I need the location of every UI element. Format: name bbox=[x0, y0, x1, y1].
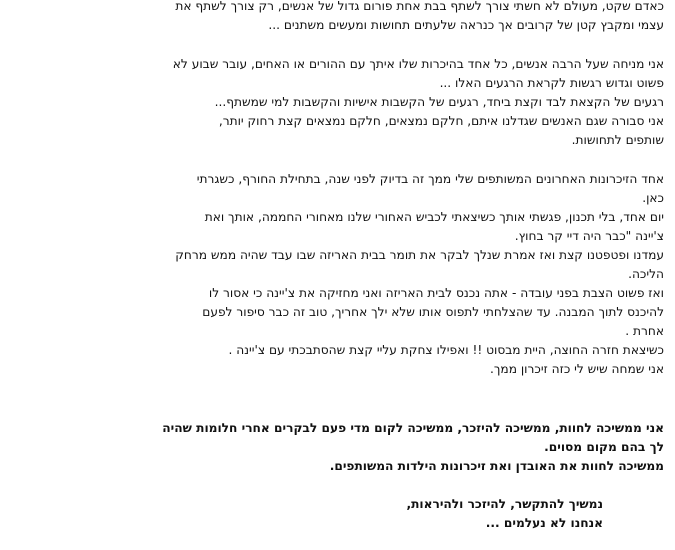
text-line: אני מניחה שעל הרבה אנשים, כל אחד בהיכרות שלו איתך עם ההורים או האחים, עובר שבוע לא bbox=[172, 57, 664, 71]
text-line: אנחנו לא נעלמים ... bbox=[485, 516, 603, 530]
text-line: אני ממשיכה לחוות, ממשיכה להיזכר, ממשיכה לקום מדי פעם לבקרים אחרי חלומות שהיה bbox=[162, 421, 664, 435]
text-line: כאדם שקט, מעולם לא חשתי צורך לשתף בבת אחת פורום גדול של אנשים, רק צורך לשתף את bbox=[175, 0, 664, 13]
paragraph-continuing bbox=[76, 419, 664, 476]
text-line: כאן. bbox=[642, 191, 664, 205]
text-line: ואז פשוט הצבת בפני עובדה - אתה נכנס לבית האריזה ואני מחזיקה את צ'יינה כי אסור לו bbox=[208, 286, 664, 300]
text-line: אחרת . bbox=[625, 324, 664, 338]
text-line: רגעים של הקצאת לבד וקצת ביחד, רגעים של הקשבות אישיות והקשבות למי שמשתף... bbox=[214, 95, 664, 109]
text-line: יום אחד, בלי תכנון, פגשתי אותך כשיצאתי לכביש האחורי שלנו מאחורי החממה, אותך ואת bbox=[204, 210, 664, 224]
text-line: אני סבורה שגם האנשים שגדלנו איתם, חלקם נמצאים, חלקם נמצאים קצת רחוק יותר, bbox=[218, 114, 664, 128]
text-line: ממשיכה לחוות את האובדן ואת זיכרונות הילדות המשותפים. bbox=[329, 459, 664, 473]
text-line: לך בהם מקום מסוים. bbox=[544, 440, 664, 454]
text-line: אני שמחה שיש לי כזה זיכרון ממך. bbox=[490, 362, 664, 376]
paragraph-closing bbox=[76, 495, 664, 533]
paragraph-feelings bbox=[76, 55, 664, 150]
text-line: שותפים לתחושות. bbox=[571, 133, 664, 147]
text-line: צ'יינה "כבר היה דיי קר בחוץ. bbox=[514, 229, 664, 243]
text-line: אחד הזיכרונות האחרונים המשותפים שלי ממך זה בדיוק לפני שנה, בתחילת החורף, כשגרתי bbox=[196, 172, 664, 186]
text-line: עמדנו ופטפטנו קצת ואז אמרת שנלך לבקר את תומר בבית האריזה שבו עבד שהיה ממש מרחק bbox=[175, 248, 664, 262]
text-line: עצמי ומקבץ קטן של קרובים אך כנראה שלעתים תחושות ומעשים משתנים ... bbox=[268, 18, 664, 32]
text-line: פשוט וגדוש רגשות לקראת הרגעים האלו ... bbox=[439, 76, 664, 90]
paragraph-quiet-person bbox=[76, 0, 664, 35]
text-line: כשיצאת חזרה החוצה, היית מבסוט !! ואפילו צחקת עליי קצת שהסתבכתי עם צ'יינה . bbox=[228, 343, 664, 357]
text-line: נמשיך להתקשר, להיזכר ולהיראות, bbox=[406, 497, 603, 511]
text-line: הליכה. bbox=[628, 267, 664, 281]
paragraph-memory bbox=[76, 170, 664, 379]
text-line: להיכנס לתוך המבנה. עד שהצלחתי לתפוס אותו שלא ילך אחריך, טוב זה כבר סיפור לפעם bbox=[202, 305, 664, 319]
